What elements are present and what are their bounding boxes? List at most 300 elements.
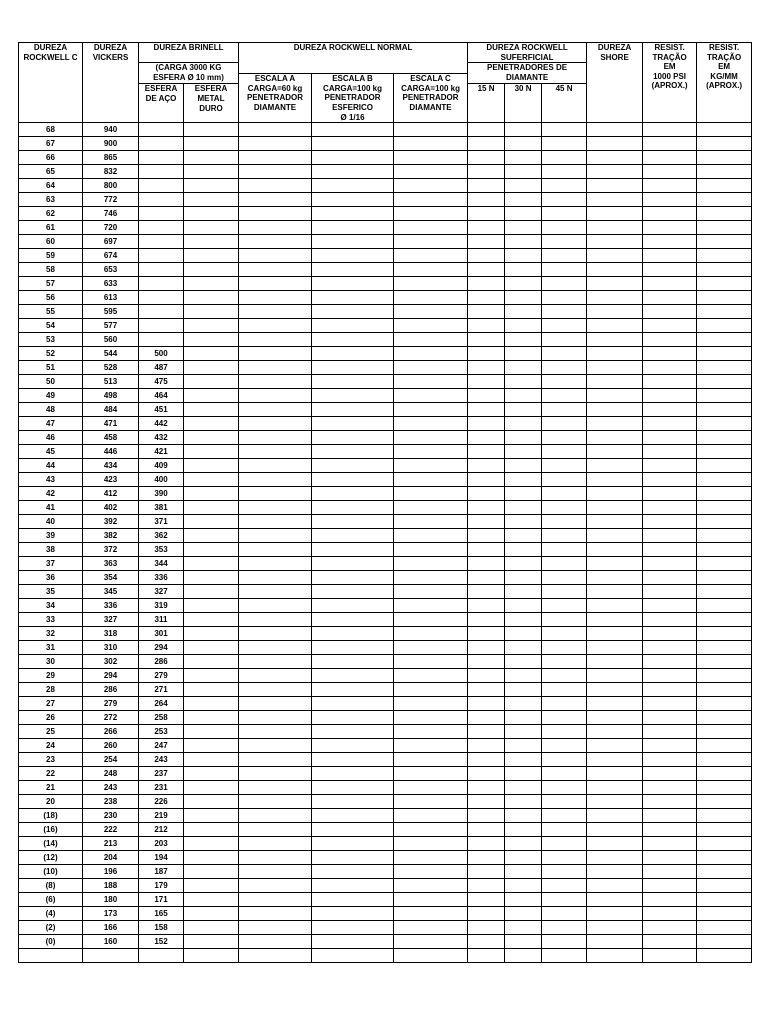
table-cell xyxy=(312,431,394,445)
table-cell xyxy=(587,151,643,165)
table-cell: 212 xyxy=(139,823,184,837)
table-cell xyxy=(394,571,468,585)
table-cell xyxy=(468,795,505,809)
header-brinell-load: (CARGA 3000 KG ESFERA Ø 10 mm) xyxy=(139,63,239,84)
table-row xyxy=(19,375,752,389)
table-cell xyxy=(643,809,697,823)
table-cell xyxy=(139,123,184,137)
table-cell xyxy=(505,207,542,221)
table-cell xyxy=(468,557,505,571)
table-cell: 451 xyxy=(139,403,184,417)
table-cell xyxy=(139,151,184,165)
table-cell xyxy=(394,417,468,431)
table-cell: 26 xyxy=(19,711,83,725)
table-cell xyxy=(587,823,643,837)
table-cell: 319 xyxy=(139,599,184,613)
table-cell xyxy=(468,417,505,431)
table-cell: 40 xyxy=(19,515,83,529)
header-rockwell-superficial-title: DUREZA ROCKWELL SUFERFICIAL xyxy=(468,43,587,63)
table-cell xyxy=(394,403,468,417)
table-cell: 720 xyxy=(83,221,139,235)
table-cell xyxy=(239,655,312,669)
table-row xyxy=(19,683,752,697)
table-cell xyxy=(643,837,697,851)
table-cell xyxy=(239,473,312,487)
table-cell xyxy=(468,571,505,585)
table-cell xyxy=(394,781,468,795)
table-cell xyxy=(312,837,394,851)
table-cell xyxy=(312,655,394,669)
table-cell xyxy=(394,879,468,893)
table-cell: 266 xyxy=(83,725,139,739)
table-cell xyxy=(394,137,468,151)
table-cell xyxy=(394,529,468,543)
table-cell: 400 xyxy=(139,473,184,487)
table-cell xyxy=(394,641,468,655)
table-cell xyxy=(542,473,587,487)
table-cell xyxy=(184,571,239,585)
table-cell xyxy=(542,305,587,319)
table-cell: 64 xyxy=(19,179,83,193)
table-cell xyxy=(468,165,505,179)
table-cell xyxy=(184,417,239,431)
table-cell xyxy=(505,333,542,347)
table-cell xyxy=(587,543,643,557)
table-cell xyxy=(312,697,394,711)
header-shore: DUREZA SHORE xyxy=(587,43,643,123)
table-cell xyxy=(394,865,468,879)
table-cell xyxy=(184,823,239,837)
table-cell xyxy=(542,445,587,459)
table-cell xyxy=(505,753,542,767)
table-cell xyxy=(643,557,697,571)
table-cell xyxy=(468,781,505,795)
table-cell xyxy=(505,893,542,907)
table-cell: 33 xyxy=(19,613,83,627)
table-cell: 500 xyxy=(139,347,184,361)
table-cell xyxy=(468,263,505,277)
table-cell xyxy=(505,473,542,487)
table-cell: 336 xyxy=(83,599,139,613)
table-cell: 772 xyxy=(83,193,139,207)
table-cell xyxy=(643,179,697,193)
table-cell xyxy=(184,781,239,795)
table-cell xyxy=(184,305,239,319)
table-cell xyxy=(643,417,697,431)
table-cell xyxy=(505,137,542,151)
table-row xyxy=(19,515,752,529)
table-cell xyxy=(312,529,394,543)
table-cell: 940 xyxy=(83,123,139,137)
table-cell xyxy=(239,823,312,837)
table-cell xyxy=(505,585,542,599)
table-cell xyxy=(587,137,643,151)
table-cell: 247 xyxy=(139,739,184,753)
table-cell xyxy=(394,795,468,809)
table-cell xyxy=(239,487,312,501)
table-row xyxy=(19,277,752,291)
table-cell xyxy=(394,389,468,403)
table-cell xyxy=(312,389,394,403)
table-cell xyxy=(184,221,239,235)
table-cell xyxy=(239,669,312,683)
table-cell xyxy=(239,403,312,417)
table-cell xyxy=(587,753,643,767)
table-cell xyxy=(239,165,312,179)
table-cell xyxy=(468,249,505,263)
table-row xyxy=(19,697,752,711)
table-cell xyxy=(587,515,643,529)
table-cell xyxy=(468,459,505,473)
table-cell xyxy=(312,137,394,151)
header-superficial-penetrators: PENETRADORES DE DIAMANTE xyxy=(468,63,587,84)
table-cell xyxy=(394,333,468,347)
table-cell xyxy=(394,767,468,781)
table-cell xyxy=(505,291,542,305)
table-row xyxy=(19,669,752,683)
table-cell xyxy=(542,795,587,809)
table-cell xyxy=(184,207,239,221)
table-cell xyxy=(139,221,184,235)
table-cell xyxy=(184,851,239,865)
table-cell xyxy=(587,305,643,319)
table-cell xyxy=(643,515,697,529)
table-cell: 272 xyxy=(83,711,139,725)
table-cell xyxy=(587,837,643,851)
table-cell xyxy=(394,347,468,361)
table-cell xyxy=(643,151,697,165)
table-cell xyxy=(139,165,184,179)
table-cell xyxy=(587,445,643,459)
table-cell xyxy=(184,375,239,389)
table-cell xyxy=(239,263,312,277)
table-row xyxy=(19,207,752,221)
table-cell xyxy=(239,893,312,907)
table-cell: 354 xyxy=(83,571,139,585)
table-cell xyxy=(139,291,184,305)
table-cell: 633 xyxy=(83,277,139,291)
table-cell xyxy=(468,445,505,459)
header-brinell-steel-ball: ESFERA DE AÇO xyxy=(139,84,184,123)
table-cell xyxy=(697,907,752,921)
table-cell xyxy=(184,459,239,473)
table-cell xyxy=(394,305,468,319)
table-row xyxy=(19,921,752,935)
table-cell xyxy=(643,683,697,697)
table-cell xyxy=(239,767,312,781)
table-cell xyxy=(239,837,312,851)
table-cell: 46 xyxy=(19,431,83,445)
table-cell: 528 xyxy=(83,361,139,375)
table-row xyxy=(19,459,752,473)
table-cell xyxy=(697,459,752,473)
table-cell xyxy=(542,529,587,543)
table-cell xyxy=(239,137,312,151)
table-cell xyxy=(184,277,239,291)
table-cell: 310 xyxy=(83,641,139,655)
table-cell xyxy=(312,501,394,515)
table-cell: (16) xyxy=(19,823,83,837)
table-cell xyxy=(643,711,697,725)
table-cell xyxy=(505,501,542,515)
table-cell: 390 xyxy=(139,487,184,501)
table-cell xyxy=(505,907,542,921)
table-row xyxy=(19,809,752,823)
table-cell: 271 xyxy=(139,683,184,697)
table-cell xyxy=(239,711,312,725)
table-cell xyxy=(505,809,542,823)
table-cell xyxy=(139,137,184,151)
table-cell xyxy=(542,767,587,781)
table-cell xyxy=(239,641,312,655)
table-cell: 697 xyxy=(83,235,139,249)
table-cell: 294 xyxy=(83,669,139,683)
table-cell: 800 xyxy=(83,179,139,193)
table-cell xyxy=(587,361,643,375)
table-cell xyxy=(587,375,643,389)
table-cell xyxy=(239,753,312,767)
table-cell xyxy=(505,193,542,207)
table-cell xyxy=(394,151,468,165)
table-cell xyxy=(505,403,542,417)
table-cell xyxy=(184,319,239,333)
table-cell xyxy=(697,473,752,487)
table-cell xyxy=(394,431,468,445)
table-cell xyxy=(312,823,394,837)
table-cell: 900 xyxy=(83,137,139,151)
table-cell xyxy=(587,781,643,795)
table-cell xyxy=(587,907,643,921)
table-cell xyxy=(394,851,468,865)
table-cell xyxy=(312,739,394,753)
table-cell xyxy=(312,403,394,417)
hardness-conversion-table xyxy=(18,42,752,963)
table-cell xyxy=(468,193,505,207)
table-row xyxy=(19,235,752,249)
table-cell xyxy=(505,837,542,851)
table-cell: 230 xyxy=(83,809,139,823)
table-cell xyxy=(184,347,239,361)
table-cell xyxy=(643,249,697,263)
table-cell xyxy=(139,333,184,347)
table-cell: 166 xyxy=(83,921,139,935)
table-cell xyxy=(542,865,587,879)
table-cell xyxy=(394,893,468,907)
table-cell: (12) xyxy=(19,851,83,865)
table-cell: 318 xyxy=(83,627,139,641)
table-cell xyxy=(184,907,239,921)
table-cell xyxy=(239,627,312,641)
table-cell xyxy=(394,753,468,767)
table-cell xyxy=(505,529,542,543)
table-cell xyxy=(505,641,542,655)
table-cell: 21 xyxy=(19,781,83,795)
table-cell xyxy=(505,263,542,277)
table-cell xyxy=(643,193,697,207)
table-cell xyxy=(239,949,312,963)
table-cell: 57 xyxy=(19,277,83,291)
table-cell xyxy=(643,319,697,333)
table-cell: 31 xyxy=(19,641,83,655)
table-row xyxy=(19,557,752,571)
table-cell xyxy=(468,375,505,389)
table-cell xyxy=(505,599,542,613)
table-cell xyxy=(587,627,643,641)
table-cell: 24 xyxy=(19,739,83,753)
table-cell xyxy=(505,431,542,445)
table-cell xyxy=(505,739,542,753)
table-cell xyxy=(505,935,542,949)
header-30n: 30 N xyxy=(505,84,542,123)
table-cell xyxy=(643,445,697,459)
table-cell xyxy=(239,417,312,431)
table-cell xyxy=(542,137,587,151)
table-cell xyxy=(184,361,239,375)
table-cell xyxy=(394,557,468,571)
table-cell xyxy=(587,865,643,879)
table-cell xyxy=(312,669,394,683)
table-cell: 421 xyxy=(139,445,184,459)
table-row xyxy=(19,445,752,459)
table-cell xyxy=(697,543,752,557)
table-cell xyxy=(184,445,239,459)
table-cell xyxy=(697,851,752,865)
table-cell: 458 xyxy=(83,431,139,445)
table-cell xyxy=(643,781,697,795)
table-cell xyxy=(239,809,312,823)
table-cell xyxy=(697,403,752,417)
table-cell xyxy=(468,865,505,879)
table-cell xyxy=(468,347,505,361)
table-cell xyxy=(184,837,239,851)
table-cell xyxy=(643,585,697,599)
table-cell xyxy=(239,543,312,557)
table-cell xyxy=(468,949,505,963)
table-cell xyxy=(468,207,505,221)
table-cell: 286 xyxy=(83,683,139,697)
table-cell xyxy=(184,921,239,935)
table-cell: 243 xyxy=(139,753,184,767)
table-cell xyxy=(394,291,468,305)
table-row xyxy=(19,627,752,641)
table-cell xyxy=(643,235,697,249)
table-row xyxy=(19,361,752,375)
table-cell xyxy=(468,403,505,417)
table-cell xyxy=(394,935,468,949)
table-cell: 248 xyxy=(83,767,139,781)
table-cell: 260 xyxy=(83,739,139,753)
table-row xyxy=(19,865,752,879)
table-cell xyxy=(505,375,542,389)
table-cell xyxy=(587,949,643,963)
table-cell xyxy=(643,893,697,907)
table-cell xyxy=(184,557,239,571)
table-cell xyxy=(184,179,239,193)
table-cell xyxy=(542,361,587,375)
table-cell: (6) xyxy=(19,893,83,907)
table-cell xyxy=(468,753,505,767)
table-cell xyxy=(239,907,312,921)
table-cell xyxy=(468,361,505,375)
table-cell xyxy=(139,305,184,319)
table-cell xyxy=(542,291,587,305)
table-cell xyxy=(505,767,542,781)
table-cell xyxy=(239,781,312,795)
table-cell xyxy=(697,193,752,207)
table-cell xyxy=(184,249,239,263)
table-cell xyxy=(643,571,697,585)
table-cell xyxy=(587,585,643,599)
table-cell: 23 xyxy=(19,753,83,767)
table-cell xyxy=(312,319,394,333)
table-cell xyxy=(312,179,394,193)
table-cell: 203 xyxy=(139,837,184,851)
table-cell xyxy=(587,599,643,613)
table-cell xyxy=(505,417,542,431)
table-cell xyxy=(184,487,239,501)
table-cell xyxy=(505,851,542,865)
table-row xyxy=(19,655,752,669)
table-cell xyxy=(239,249,312,263)
table-cell: 25 xyxy=(19,725,83,739)
table-row xyxy=(19,137,752,151)
table-cell xyxy=(587,571,643,585)
table-cell xyxy=(505,949,542,963)
table-cell xyxy=(312,795,394,809)
table-cell xyxy=(239,571,312,585)
table-cell xyxy=(697,557,752,571)
table-cell: 423 xyxy=(83,473,139,487)
table-cell xyxy=(394,207,468,221)
table-cell: (8) xyxy=(19,879,83,893)
table-cell xyxy=(239,501,312,515)
table-cell xyxy=(505,795,542,809)
table-cell xyxy=(587,529,643,543)
table-cell: 363 xyxy=(83,557,139,571)
table-cell xyxy=(643,823,697,837)
table-cell xyxy=(697,487,752,501)
table-cell xyxy=(505,305,542,319)
table-cell xyxy=(587,389,643,403)
table-cell xyxy=(468,879,505,893)
table-cell xyxy=(184,795,239,809)
table-cell xyxy=(239,445,312,459)
table-cell xyxy=(394,949,468,963)
table-cell xyxy=(468,767,505,781)
table-cell xyxy=(697,389,752,403)
table-cell xyxy=(394,599,468,613)
table-cell: 65 xyxy=(19,165,83,179)
table-cell xyxy=(239,277,312,291)
table-cell xyxy=(697,613,752,627)
table-cell xyxy=(312,571,394,585)
table-cell xyxy=(587,739,643,753)
table-cell xyxy=(312,893,394,907)
table-cell xyxy=(505,235,542,249)
table-cell xyxy=(312,515,394,529)
table-cell xyxy=(394,123,468,137)
table-cell xyxy=(542,893,587,907)
table-cell: 595 xyxy=(83,305,139,319)
table-cell: 464 xyxy=(139,389,184,403)
table-cell xyxy=(697,501,752,515)
table-cell: 45 xyxy=(19,445,83,459)
table-cell xyxy=(468,501,505,515)
table-cell: 28 xyxy=(19,683,83,697)
table-cell xyxy=(139,249,184,263)
table-cell xyxy=(587,347,643,361)
table-row xyxy=(19,711,752,725)
